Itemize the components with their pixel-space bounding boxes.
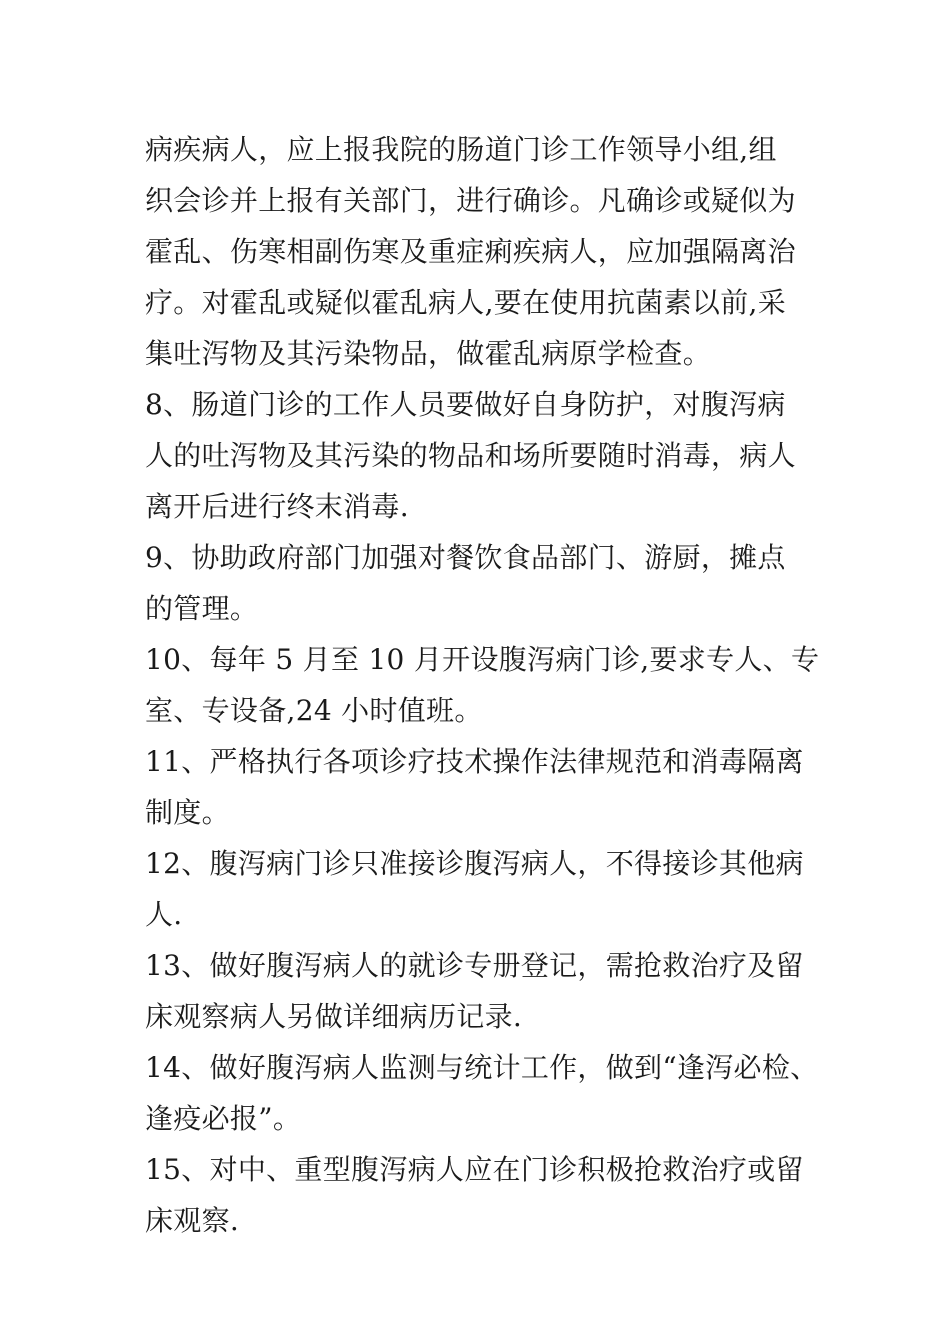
text-line: 人. [145, 898, 183, 931]
text-line: 14、做好腹泻病人监测与统计工作，做到“逢泻必检、 [145, 1051, 819, 1084]
text-line: 集吐泻物及其污染物品，做霍乱病原学检查。 [145, 337, 712, 370]
text-line: 逢疫必报”。 [145, 1102, 302, 1135]
text-line: 11、严格执行各项诊疗技术操作法律规范和消毒隔离 [145, 745, 804, 778]
text-line: 人的吐泻物及其污染的物品和场所要随时消毒，病人 [145, 439, 796, 472]
text-line: 8、肠道门诊的工作人员要做好自身防护，对腹泻病 [145, 388, 786, 421]
text-line: 床观察病人另做详细病历记录. [145, 1000, 523, 1033]
text-line: 离开后进行终末消毒. [145, 490, 409, 523]
text-line: 10、每年 5 月至 10 月开设腹泻病门诊,要求专人、专 [145, 643, 820, 676]
text-line: 霍乱、伤寒相副伤寒及重症痢疾病人，应加强隔离治 [145, 235, 796, 268]
text-line: 织会诊并上报有关部门，进行确诊。凡确诊或疑似为 [145, 184, 796, 217]
text-line: 12、腹泻病门诊只准接诊腹泻病人，不得接诊其他病 [145, 847, 804, 880]
text-line: 的管理。 [145, 592, 259, 625]
text-line: 制度。 [145, 796, 230, 829]
text-line: 疗。对霍乱或疑似霍乱病人,要在使用抗菌素以前,采 [145, 286, 787, 319]
text-line: 病疾病人，应上报我院的肠道门诊工作领导小组,组 [145, 133, 777, 166]
text-line: 室、专设备,24 小时值班。 [145, 694, 483, 727]
text-line: 床观察. [145, 1204, 240, 1237]
text-line: 9、协助政府部门加强对餐饮食品部门、游厨，摊点 [145, 541, 786, 574]
text-line: 15、对中、重型腹泻病人应在门诊积极抢救治疗或留 [145, 1153, 804, 1186]
text-line: 13、做好腹泻病人的就诊专册登记，需抢救治疗及留 [145, 949, 804, 982]
document-body [145, 124, 825, 1246]
